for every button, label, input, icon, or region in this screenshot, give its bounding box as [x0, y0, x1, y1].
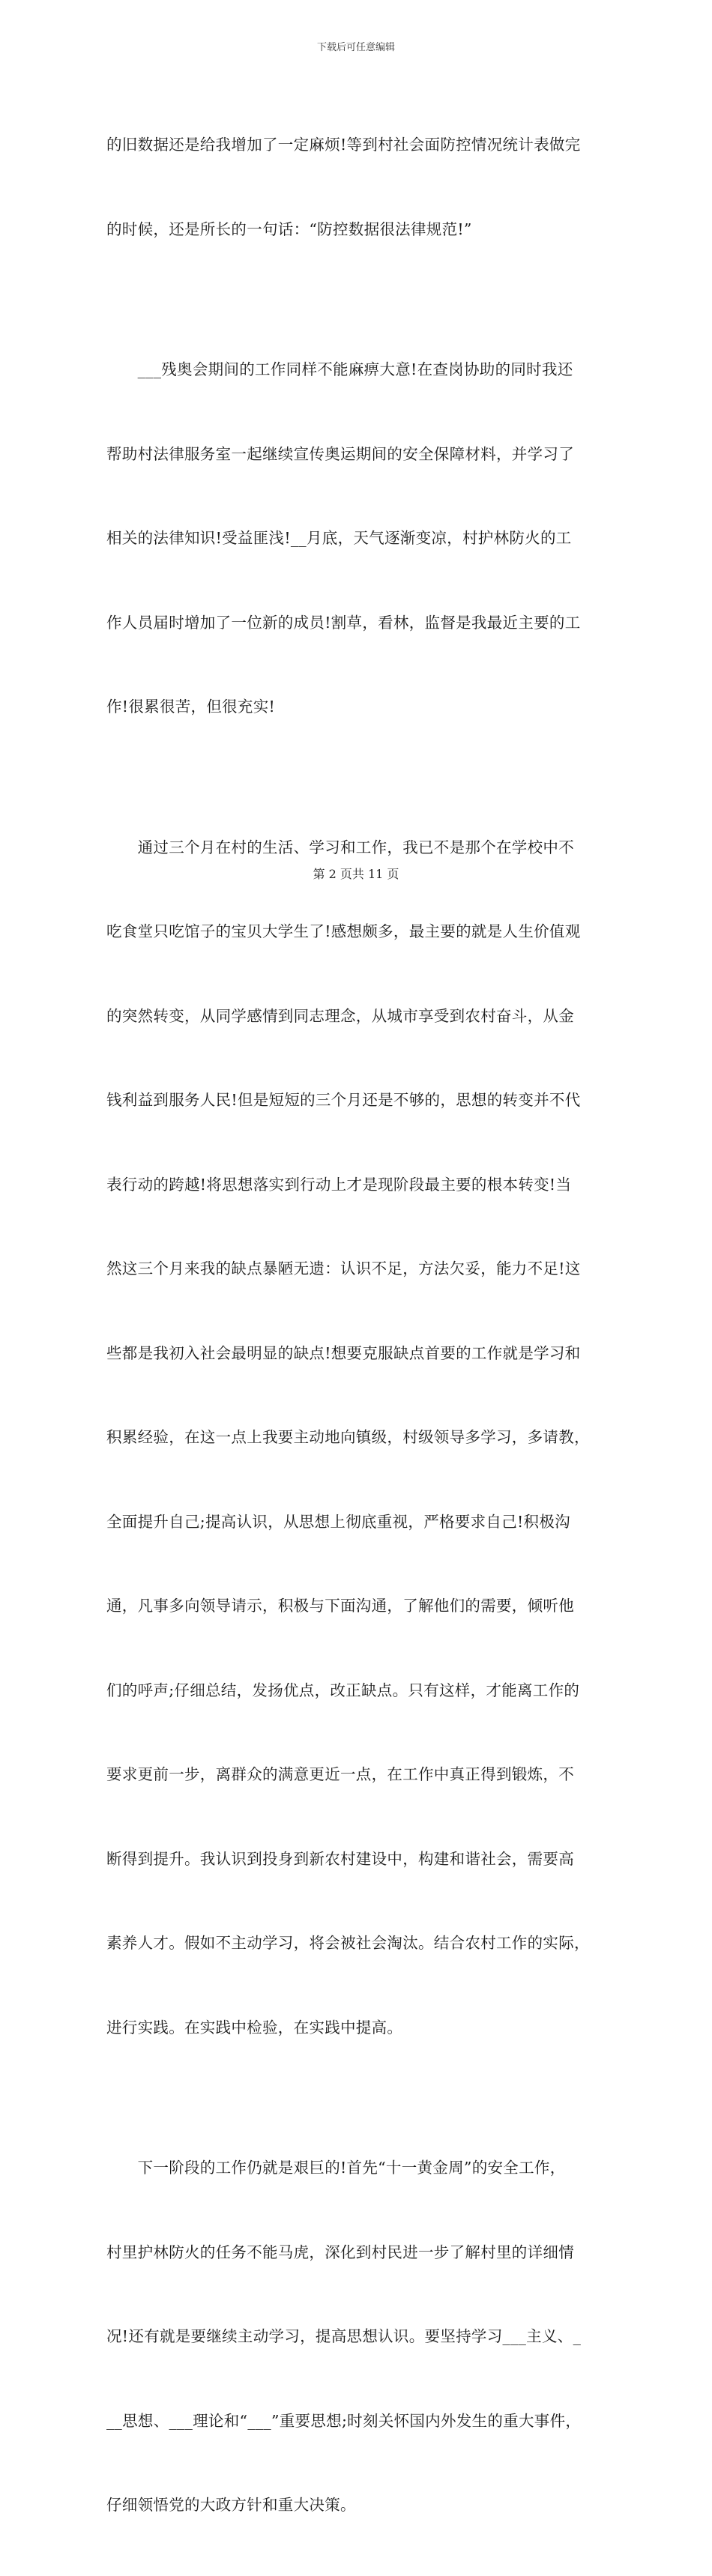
- text-line: 钱利益到服务人民!但是短短的三个月还是不够的，思想的转变并不代: [106, 1091, 581, 1109]
- text-line: ___残奥会期间的工作同样不能麻痹大意!在查岗协助的同时我还: [106, 360, 573, 378]
- text-line: 下一阶段的工作仍就是艰巨的!首先“十一黄金周”的安全工作，: [106, 2159, 566, 2177]
- document-body: [106, 75, 606, 2576]
- text-line: 积累经验，在这一点上我要主动地向镇级，村级领导多学习，多请教，: [106, 1428, 590, 1446]
- page-number-footer: 第 2 页共 11 页: [313, 867, 399, 881]
- text-line: 作!很累很苦，但很充实!: [106, 698, 276, 716]
- text-line: 要求更前一步，离群众的满意更近一点，在工作中真正得到锻炼，不: [106, 1765, 574, 1783]
- text-line: 通，凡事多向领导请示，积极与下面沟通，了解他们的需要，倾听他: [106, 1597, 574, 1615]
- text-line: 表行动的跨越!将思想落实到行动上才是现阶段最主要的根本转变!当: [106, 1175, 572, 1194]
- text-line: 素养人才。假如不主动学习，将会被社会淘汰。结合农村工作的实际，: [106, 1934, 590, 1952]
- text-line: 的时候，还是所长的一句话：“防控数据很法律规范!”: [106, 220, 472, 238]
- paragraph-1: [106, 75, 606, 300]
- text-line: 的突然转变，从同学感情到同志理念，从城市享受到农村奋斗，从金: [106, 1006, 574, 1025]
- text-line: 的旧数据还是给我增加了一定麻烦!等到村社会面防控情况统计表做完: [106, 136, 581, 154]
- text-line: 全面提升自己;提高认识，从思想上彻底重视，严格要求自己!积极沟: [106, 1512, 570, 1531]
- text-line: 作人员届时增加了一位新的成员!割草，看林，监督是我最近主要的工: [106, 613, 581, 632]
- text-line: 仔细领悟党的大政方针和重大决策。: [106, 2496, 356, 2514]
- text-line: __思想、___理论和“___”重要思想;时刻关怀国内外发生的重大事件，: [106, 2411, 582, 2430]
- text-line: 进行实践。在实践中检验，在实践中提高。: [106, 2018, 403, 2037]
- text-line: 吃食堂只吃馆子的宝贝大学生了!感想颇多，最主要的就是人生价值观: [106, 922, 581, 940]
- page-header: 下载后可任意编辑: [316, 42, 395, 53]
- text-line: 帮助村法律服务室一起继续宣传奥运期间的安全保障材料，并学习了: [106, 444, 574, 463]
- text-line: 们的呼声;仔细总结，发扬优点，改正缺点。只有这样，才能离工作的: [106, 1681, 580, 1699]
- paragraph-4: [106, 2098, 606, 2576]
- text-line: 况!还有就是要继续主动学习，提高思想认识。要坚持学习___主义、_: [106, 2327, 582, 2345]
- paragraph-2: [106, 300, 606, 778]
- text-line: 些都是我初入社会最明显的缺点!想要克服缺点首要的工作就是学习和: [106, 1343, 581, 1362]
- paragraph-3: [106, 778, 606, 2099]
- text-line: 村里护林防火的任务不能马虎，深化到村民进一步了解村里的详细情: [106, 2243, 574, 2261]
- text-line: 相关的法律知识!受益匪浅!__月底，天气逐渐变凉，村护林防火的工: [106, 529, 572, 547]
- text-line: 然这三个月来我的缺点暴陋无遗：认识不足，方法欠妥，能力不足!这: [106, 1260, 581, 1278]
- text-line: 通过三个月在村的生活、学习和工作，我已不是那个在学校中不: [106, 838, 574, 856]
- text-line: 断得到提升。我认识到投身到新农村建设中，构建和谐社会，需要高: [106, 1849, 574, 1868]
